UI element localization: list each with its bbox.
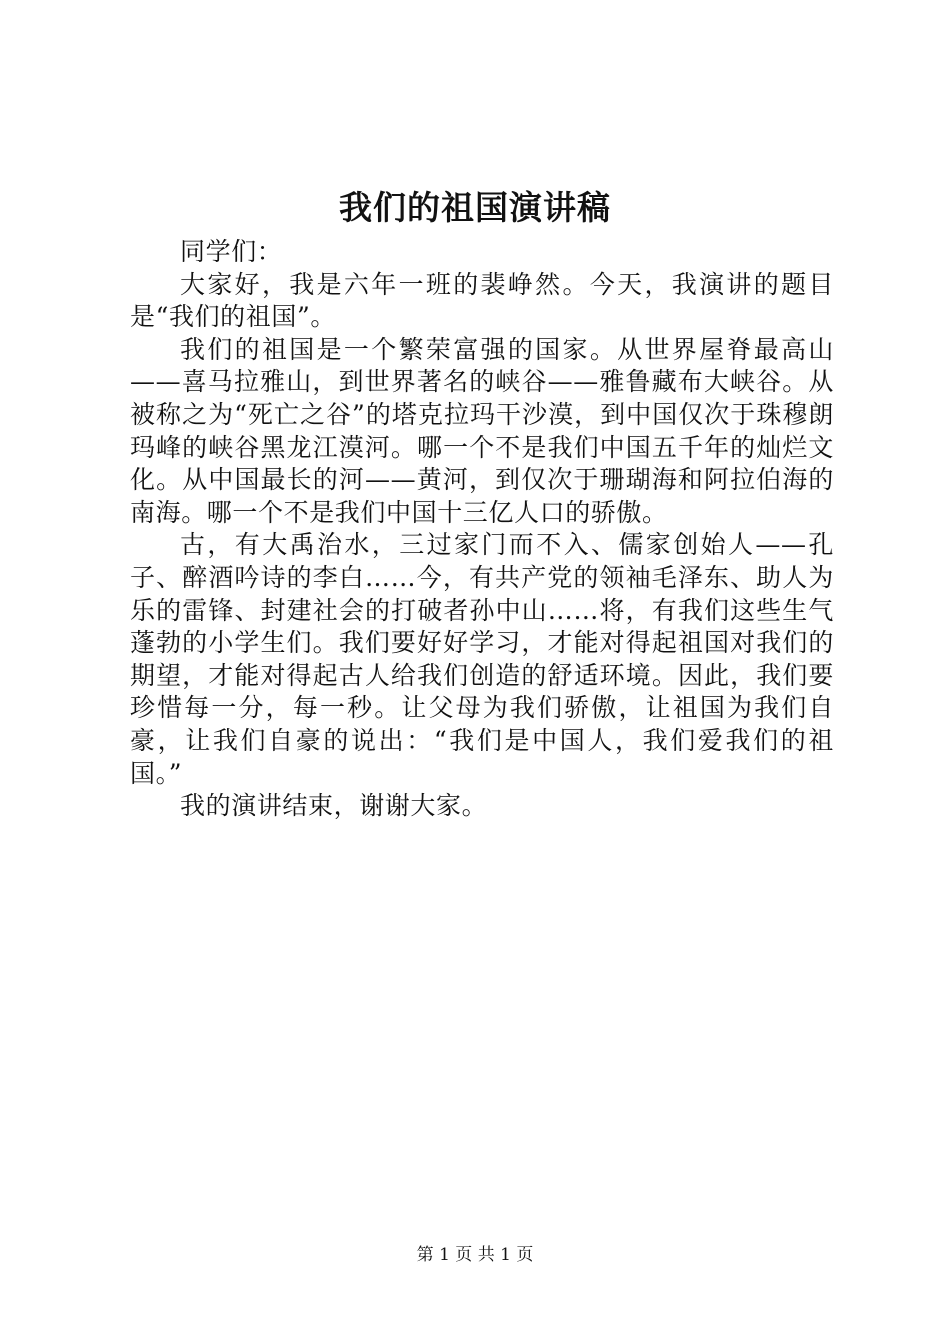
paragraph-geography: 我们的祖国是一个繁荣富强的国家。从世界屋脊最高山——喜马拉雅山，到世界著名的峡谷——雅鲁藏布大峡谷。从被称之为“死亡之谷”的塔克拉玛干沙漠，到中国仅次于珠穆朗玛峰的峡谷黑龙江漠河。哪一个不是我们中国五千年的灿烂文化。从中国最长的河——黄河，到仅次于珊瑚海和阿拉伯海的南海。哪一个不是我们中国十三亿人口的骄傲。: [130, 334, 834, 527]
document-body: [130, 236, 834, 823]
paragraph-history: 古，有大禹治水，三过家门而不入、儒家创始人——孔子、醉酒吟诗的李白……今，有共产党的领袖毛泽东、助人为乐的雷锋、封建社会的打破者孙中山……将，有我们这些生气蓬勃的小学生们。我们要好好学习，才能对得起祖国对我们的期望，才能对得起古人给我们创造的舒适环境。因此，我们要珍惜每一分，每一秒。让父母为我们骄傲，让祖国为我们自豪，让我们自豪的说出：“我们是中国人，我们爱我们的祖国。”: [130, 530, 834, 788]
paragraph-intro: 大家好，我是六年一班的裴峥然。今天，我演讲的题目是“我们的祖国”。: [130, 269, 834, 332]
paragraph-greeting: 同学们：: [180, 237, 283, 266]
paragraph-closing: 我的演讲结束，谢谢大家。: [180, 791, 488, 821]
page-number-footer: 第 1 页 共 1 页: [416, 1245, 534, 1265]
document-title: 我们的祖国演讲稿: [339, 188, 611, 227]
